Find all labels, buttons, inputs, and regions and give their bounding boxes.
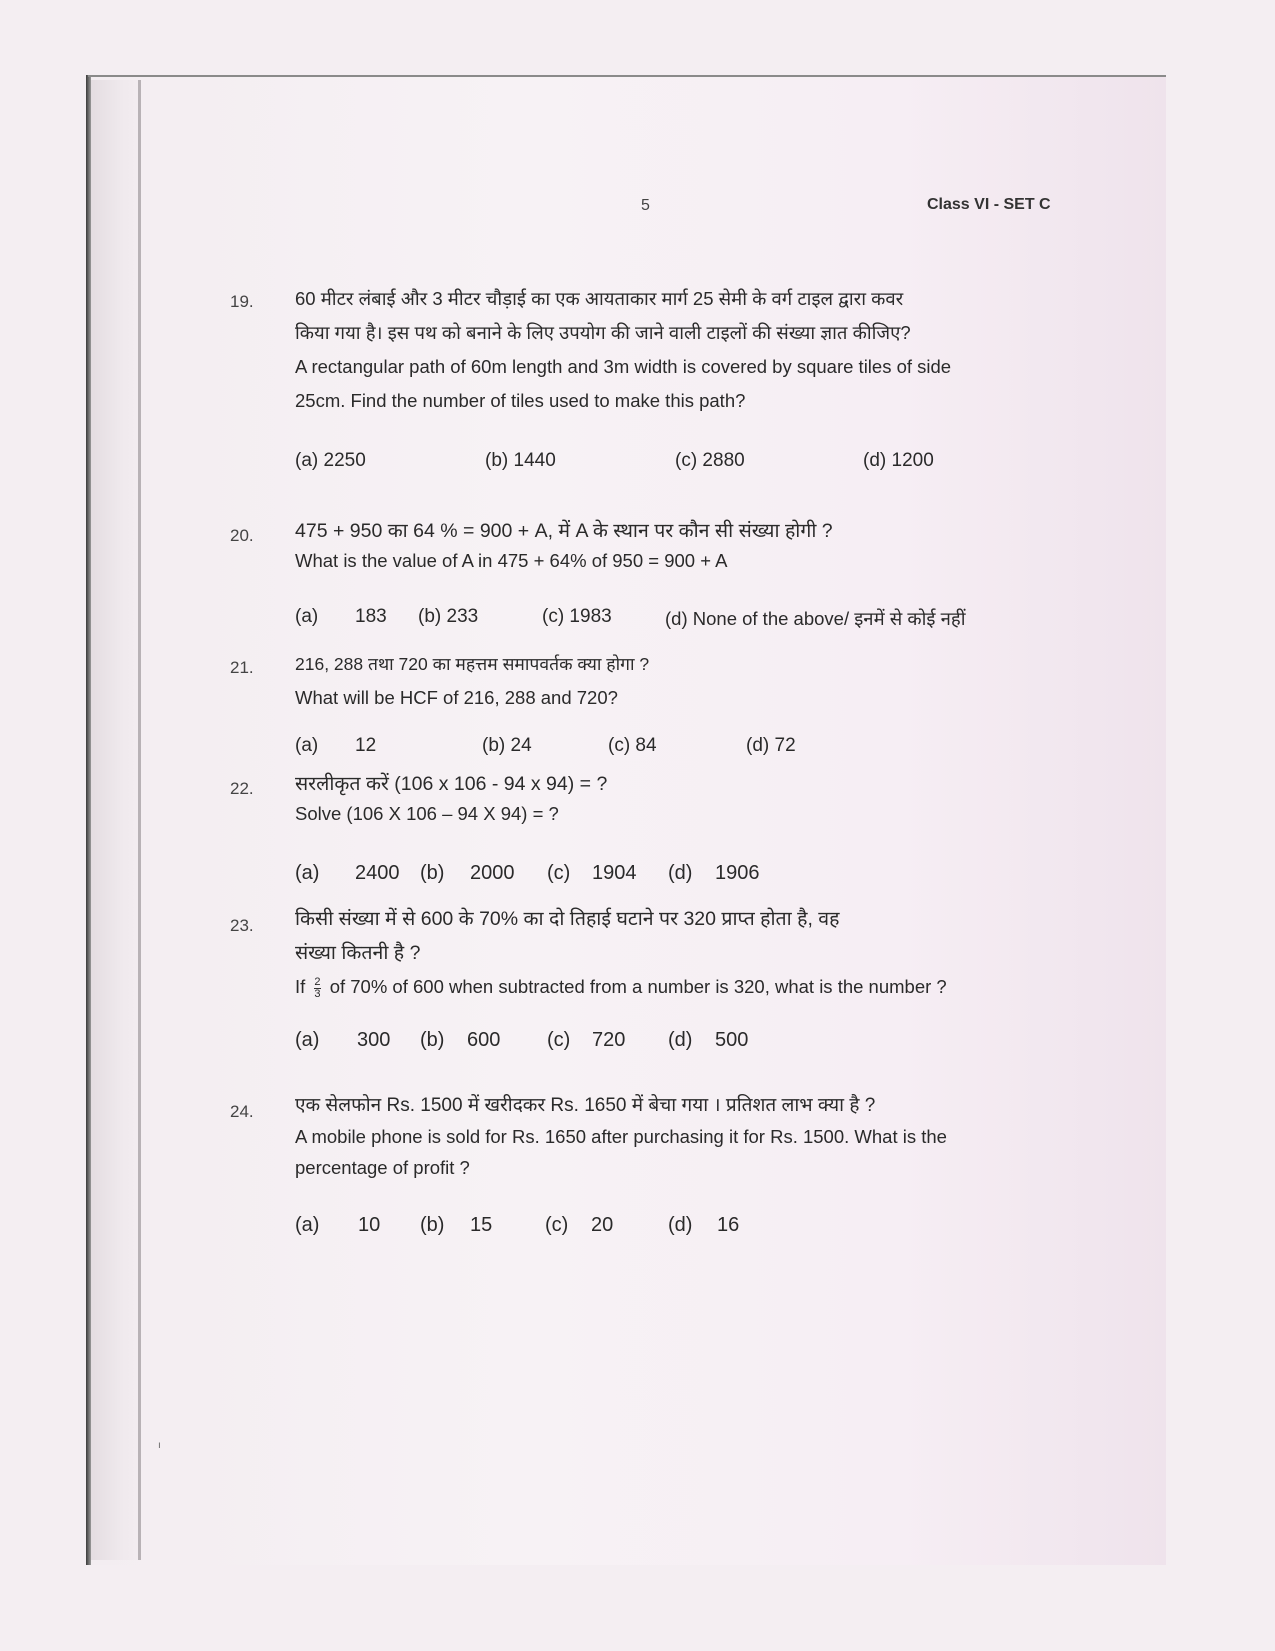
question-text [295,648,1075,714]
question-number: 19. [230,292,254,311]
option-c-value: 720 [592,1029,626,1051]
option-c-label: (c) [547,862,571,884]
question-line-english: 25cm. Find the number of tiles used to make this path? [295,390,746,411]
question-number: 23. [230,916,254,935]
question-line-hindi: एक सेलफोन Rs. 1500 में खरीदकर Rs. 1650 में बेचा गया । प्रतिशत लाभ क्या है ? [295,1095,876,1116]
option-a-label: (a) [295,862,320,884]
option-b-value: 2000 [470,862,515,884]
option-c-value: 20 [591,1214,614,1236]
page-left-edge [86,75,91,1565]
option-c: (c) 1983 [542,606,612,627]
question-line-english [295,970,1075,1004]
option-d-label: (d) [668,1214,693,1236]
fraction-numerator: 2 [314,975,321,988]
option-a-label: (a) [295,1214,320,1236]
question-text [295,769,1075,829]
question-line-english: Solve (106 X 106 – 94 X 94) = ? [295,803,559,824]
binding-line [138,80,141,1560]
question-line-english: A rectangular path of 60m length and 3m width is covered by square tiles of side [295,356,952,377]
question-line-english: What is the value of A in 475 + 64% of 950 = 900 + A [295,550,728,571]
question-number: 22. [230,779,254,798]
margin-mark: ı [158,1440,161,1451]
option-b-label: (b) [420,862,445,884]
option-a: (a) 2250 [295,450,366,471]
question-text [295,282,1075,418]
option-b-value: 600 [467,1029,501,1051]
question-line-hindi: सरलीकृत करें (106 x 106 - 94 x 94) = ? [295,773,608,795]
option-d: (d) 72 [746,735,796,756]
option-c-label: (c) [545,1214,569,1236]
option-a-value: 2400 [355,862,400,884]
option-d-value: 16 [717,1214,740,1236]
option-c-label: (c) [547,1029,571,1051]
fraction-denominator: 3 [314,987,321,1000]
question-line-hindi: किया गया है। इस पथ को बनाने के लिए उपयोग की जाने वाली टाइलों की संख्या ज्ञात कीजिए? [295,322,911,343]
question-line-english: percentage of profit ? [295,1157,470,1178]
question-line-hindi: संख्या कितनी है ? [295,942,421,964]
question-text [295,1090,1075,1183]
option-b: (b) 233 [418,606,479,627]
option-c: (c) 2880 [675,450,745,471]
option-a-label: (a) [295,735,319,756]
page-number: 5 [641,197,650,214]
option-a-value: 300 [357,1029,391,1051]
option-a-label: (a) [295,1029,320,1051]
option-d-label: (d) [668,1029,693,1051]
question-line-english: A mobile phone is sold for Rs. 1650 after purchasing it for Rs. 1500. What is the [295,1126,947,1147]
fraction [314,977,320,1000]
option-b-label: (b) [420,1214,445,1236]
binding-shadow [91,80,141,1560]
question-line-hindi: 475 + 950 का 64 % = 900 + A, में A के स्थान पर कौन सी संख्या होगी ? [295,520,833,542]
option-a-value: 10 [358,1214,381,1236]
option-d-value: 1906 [715,862,760,884]
set-label: Class VI - SET C [927,196,1051,213]
option-c-value: 1904 [592,862,637,884]
option-d-value: 500 [715,1029,749,1051]
option-d: (d) None of the above/ इनमें से कोई नहीं [665,608,966,629]
question-line-hindi: किसी संख्या में से 600 के 70% का दो तिहाई घटाने पर 320 प्राप्त होता है, वह [295,908,840,930]
option-d-label: (d) [668,862,693,884]
option-c: (c) 84 [608,735,657,756]
option-d: (d) 1200 [863,450,934,471]
question-text [295,516,1075,576]
option-b: (b) 24 [482,735,532,756]
option-b-value: 15 [470,1214,493,1236]
option-a-label: (a) [295,606,319,627]
english-prefix: If [295,976,306,997]
question-line-hindi: 60 मीटर लंबाई और 3 मीटर चौड़ाई का एक आयताकार मार्ग 25 सेमी के वर्ग टाइल द्वारा कवर [295,288,904,309]
page-top-edge [88,75,1166,77]
question-number: 24. [230,1102,254,1121]
english-suffix: of 70% of 600 when subtracted from a number is 320, what is the number ? [329,976,947,997]
option-b-label: (b) [420,1029,445,1051]
option-a-value: 183 [355,606,387,627]
question-number: 21. [230,658,254,677]
question-number: 20. [230,526,254,545]
option-b: (b) 1440 [485,450,556,471]
question-text [295,902,1075,1004]
option-a-value: 12 [355,735,377,756]
question-line-hindi: 216, 288 तथा 720 का महत्तम समापवर्तक क्या होगा ? [295,654,650,674]
question-line-english: What will be HCF of 216, 288 and 720? [295,687,618,708]
